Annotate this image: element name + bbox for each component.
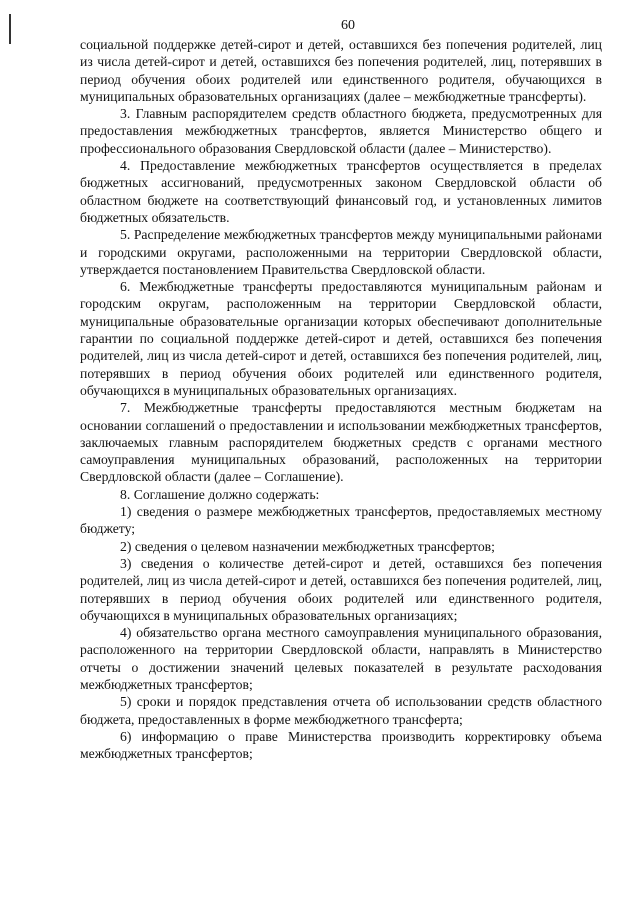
paragraph-item-5: 5. Распределение межбюджетных трансфертов между муниципальными районами и городскими округами, расположенными на территории Свердловской области, утверждается постановлением Правительства Свердловской области. bbox=[80, 227, 602, 277]
list-item-5: 5) сроки и порядок представления отчета об использовании средств областного бюджета, предоставленных в форме межбюджетного трансферта; bbox=[80, 694, 602, 727]
document-body bbox=[80, 36, 602, 762]
list-item-2: 2) сведения о целевом назначении межбюджетных трансфертов; bbox=[120, 538, 495, 554]
scan-edge-mark bbox=[9, 14, 11, 44]
list-item-1: 1) сведения о размере межбюджетных трансфертов, предоставляемых местному бюджету; bbox=[80, 504, 602, 537]
list-item-4: 4) обязательство органа местного самоуправления муниципального образования, расположенного на территории Свердловской области, направлять в Министерство отчеты о достижении значений целевых показателей в результате расходования межбюджетных трансфертов; bbox=[80, 625, 602, 692]
paragraph-item-3: 3. Главным распорядителем средств областного бюджета, предусмотренных для предоставления межбюджетных трансфертов, является Министерство общего и профессионального образования Свердловской области (далее – Министерство). bbox=[80, 106, 602, 156]
paragraph-item-8: 8. Соглашение должно содержать: bbox=[120, 486, 320, 502]
paragraph-item-6: 6. Межбюджетные трансферты предоставляются муниципальным районам и городским округам, расположенным на территории Свердловской области, муниципальные образовательные организации которых обеспечивают дополнительные гарантии по социальной поддержке детей-сирот и детей, оставшихся без попечения родителей, лиц из числа детей-сирот и детей, оставшихся без попечения родителей, лиц, потерявших в период обучения обоих родителей или единственного родителя, обучающихся в муниципальных образовательных организациях. bbox=[80, 279, 602, 398]
page-number: 60 bbox=[341, 18, 355, 33]
paragraph-item-7: 7. Межбюджетные трансферты предоставляются местным бюджетам на основании соглашений о предоставлении и использовании межбюджетных трансфертов, заключаемых главным распорядителем бюджетных средств с органами местного самоуправления муниципальных образований, расположенных на территории Свердловской области (далее – Соглашение). bbox=[80, 400, 602, 485]
list-item-3: 3) сведения о количестве детей-сирот и детей, оставшихся без попечения родителей, лиц из числа детей-сирот и детей, оставшихся без попечения родителей, лиц, потерявших в период обучения обоих родителей или единственного родителя, обучающихся в муниципальных образовательных организациях; bbox=[80, 555, 602, 623]
paragraph-continuation: социальной поддержке детей-сирот и детей, оставшихся без попечения родителей, лиц из числа детей-сирот и детей, оставшихся без попечения родителей, лиц, потерявших в период обучения обоих родителей или единственного родителя, обучающихся в муниципальных образовательных организациях (далее – межбюджетные трансферты). bbox=[80, 37, 602, 104]
list-item-6: 6) информацию о праве Министерства производить корректировку объема межбюджетных трансфертов; bbox=[80, 728, 602, 762]
paragraph-item-4: 4. Предоставление межбюджетных трансфертов осуществляется в пределах бюджетных ассигнований, предусмотренных законом Свердловской области об областном бюджете на соответствующий финансовый год, и установленных лимитов бюджетных обязательств. bbox=[80, 158, 602, 225]
